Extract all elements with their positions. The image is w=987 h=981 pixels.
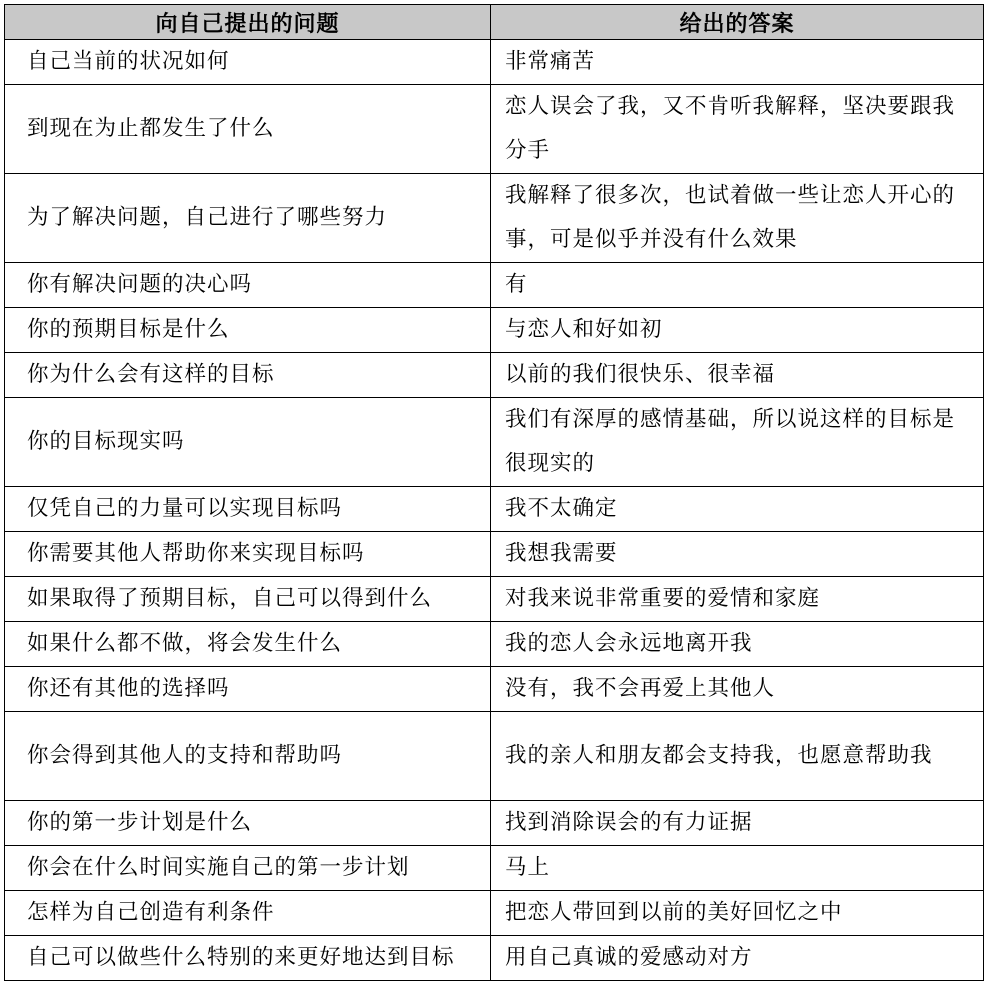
question-cell: 你还有其他的选择吗 [5, 667, 491, 712]
answer-cell: 我想我需要 [491, 532, 984, 577]
question-cell: 你的预期目标是什么 [5, 308, 491, 353]
answer-cell: 我不太确定 [491, 487, 984, 532]
table-row [5, 85, 984, 174]
table-row [5, 712, 984, 801]
answer-cell: 我解释了很多次，也试着做一些让恋人开心的事，可是似乎并没有什么效果 [491, 174, 984, 263]
table-row [5, 263, 984, 308]
table-row [5, 40, 984, 85]
table-row [5, 846, 984, 891]
answer-cell: 我们有深厚的感情基础，所以说这样的目标是很现实的 [491, 398, 984, 487]
question-cell: 为了解决问题，自己进行了哪些努力 [5, 174, 491, 263]
answer-cell: 我的亲人和朋友都会支持我，也愿意帮助我 [491, 712, 984, 801]
question-cell: 你的第一步计划是什么 [5, 801, 491, 846]
header-answer: 给出的答案 [491, 5, 984, 40]
table-row [5, 891, 984, 936]
answer-cell: 把恋人带回到以前的美好回忆之中 [491, 891, 984, 936]
answer-cell: 没有，我不会再爱上其他人 [491, 667, 984, 712]
answer-cell: 恋人误会了我，又不肯听我解释，坚决要跟我分手 [491, 85, 984, 174]
table-row [5, 308, 984, 353]
table-row [5, 936, 984, 981]
question-cell: 自己可以做些什么特别的来更好地达到目标 [5, 936, 491, 981]
answer-cell: 我的恋人会永远地离开我 [491, 622, 984, 667]
table-row [5, 577, 984, 622]
answer-cell: 找到消除误会的有力证据 [491, 801, 984, 846]
table-row [5, 622, 984, 667]
answer-cell: 马上 [491, 846, 984, 891]
answer-cell: 用自己真诚的爱感动对方 [491, 936, 984, 981]
table-row [5, 532, 984, 577]
question-cell: 到现在为止都发生了什么 [5, 85, 491, 174]
answer-cell: 以前的我们很快乐、很幸福 [491, 353, 984, 398]
answer-cell: 有 [491, 263, 984, 308]
table-row [5, 487, 984, 532]
table-row [5, 667, 984, 712]
header-question: 向自己提出的问题 [5, 5, 491, 40]
question-cell: 怎样为自己创造有利条件 [5, 891, 491, 936]
question-cell: 你为什么会有这样的目标 [5, 353, 491, 398]
question-cell: 你有解决问题的决心吗 [5, 263, 491, 308]
table-row [5, 398, 984, 487]
table-row [5, 353, 984, 398]
question-cell: 自己当前的状况如何 [5, 40, 491, 85]
question-cell: 如果取得了预期目标，自己可以得到什么 [5, 577, 491, 622]
table-row [5, 801, 984, 846]
question-cell: 仅凭自己的力量可以实现目标吗 [5, 487, 491, 532]
question-cell: 如果什么都不做，将会发生什么 [5, 622, 491, 667]
answer-cell: 对我来说非常重要的爱情和家庭 [491, 577, 984, 622]
table-header-row [5, 5, 984, 40]
question-cell: 你需要其他人帮助你来实现目标吗 [5, 532, 491, 577]
self-questioning-table [4, 4, 984, 981]
answer-cell: 与恋人和好如初 [491, 308, 984, 353]
answer-cell: 非常痛苦 [491, 40, 984, 85]
table-row [5, 174, 984, 263]
question-cell: 你会得到其他人的支持和帮助吗 [5, 712, 491, 801]
question-cell: 你的目标现实吗 [5, 398, 491, 487]
question-cell: 你会在什么时间实施自己的第一步计划 [5, 846, 491, 891]
